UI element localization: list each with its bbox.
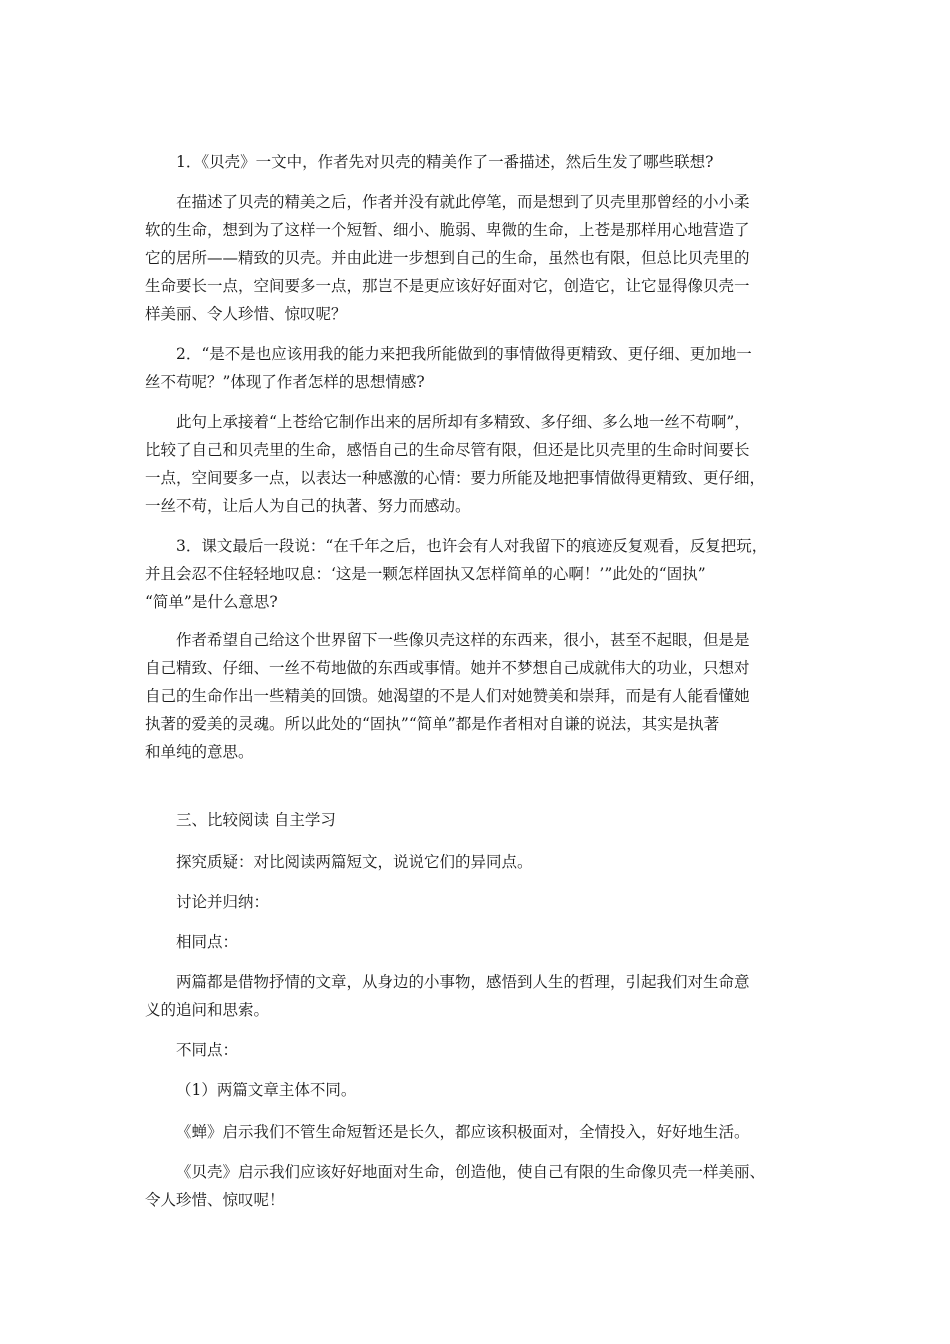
answer-line: 样美丽、令人珍惜、惊叹呢？ [145,305,347,323]
answer-line: 在描述了贝壳的精美之后，作者并没有就此停笔，而是想到了贝壳里那曾经的小小柔 [176,193,750,211]
answer-line: 自己的生命作出一些精美的回馈。她渴望的不是人们对她赞美和崇拜，而是有人能看懂她 [145,687,750,705]
diff-item-1: （1）两篇文章主体不同。 [176,1081,357,1099]
answer-1 [145,188,805,328]
question-line: 2．“是不是也应该用我的能力来把我所能做到的事情做得更精致、更仔细、更加地一 [176,345,752,363]
question-line: 丝不苟呢？”体现了作者怎样的思想情感? [145,373,425,391]
question-line: 并且会忍不住轻轻地叹息：‘这是一颗怎样固执又怎样简单的心啊！’”此处的“固执” [145,565,706,583]
question-line: “简单”是什么意思? [145,593,278,611]
answer-line: 此句上承接着“上苍给它制作出来的居所却有多精致、多仔细、多么地一丝不苟啊”， [176,413,750,431]
answer-line: 作者希望自己给这个世界留下一些像贝壳这样的东西来，很小，甚至不起眼，但是是 [176,631,750,649]
answer-line: 生命要长一点，空间要多一点，那岂不是更应该好好面对它，创造它，让它显得像贝壳一 [145,277,750,295]
cicada-text: 《蝉》启示我们不管生命短暂还是长久，都应该积极面对，全情投入，好好地生活。 [176,1123,750,1141]
question-line: 1．《贝壳》一文中，作者先对贝壳的精美作了一番描述，然后生发了哪些联想? [176,153,714,171]
paragraph-line: 《贝壳》启示我们应该好好地面对生命，创造他，使自己有限的生命像贝壳一样美丽、 [176,1163,766,1181]
shell-text [145,1158,805,1214]
answer-line: 执著的爱美的灵魂。所以此处的“固执”“简单”都是作者相对自谦的说法，其实是执著 [145,715,720,733]
answer-3 [145,626,805,766]
answer-line: 软的生命，想到为了这样一个短暂、细小、脆弱、卑微的生命，上苍是那样用心地营造了 [145,221,750,239]
answer-line: 一丝不苟，让后人为自己的执著、努力而感动。 [145,497,471,515]
question-2 [145,340,805,396]
question-3 [145,532,805,616]
same-label: 相同点： [176,933,239,951]
answer-line: 自己精致、仔细、一丝不苟地做的东西或事情。她并不梦想自己成就伟大的功业，只想对 [145,659,750,677]
answer-line: 一点，空间要多一点，以表达一种感激的心情：要力所能及地把事情做得更精致、更仔细， [145,469,766,487]
discuss-label: 讨论并归纳： [176,893,270,911]
answer-line: 比较了自己和贝壳里的生命，感悟自己的生命尽管有限，但还是比贝壳里的生命时间要长 [145,441,750,459]
same-text [145,968,805,1024]
question-line: 3．课文最后一段说：“在千年之后，也许会有人对我留下的痕迹反复观看，反复把玩， [176,537,768,555]
answer-line: 和单纯的意思。 [145,743,254,761]
section-heading: 三、比较阅读 自主学习 [176,811,336,829]
paragraph-line: 义的追问和思索。 [145,1001,270,1019]
answer-2 [145,408,805,520]
inquiry-text: 探究质疑：对比阅读两篇短文，说说它们的异同点。 [176,853,533,871]
paragraph-line: 令人珍惜、惊叹呢！ [145,1191,285,1209]
answer-line: 它的居所——精致的贝壳。并由此进一步想到自己的生命，虽然也有限，但总比贝壳里的 [145,249,750,267]
question-1 [145,148,805,176]
diff-label: 不同点： [176,1041,239,1059]
paragraph-line: 两篇都是借物抒情的文章，从身边的小事物，感悟到人生的哲理，引起我们对生命意 [176,973,750,991]
